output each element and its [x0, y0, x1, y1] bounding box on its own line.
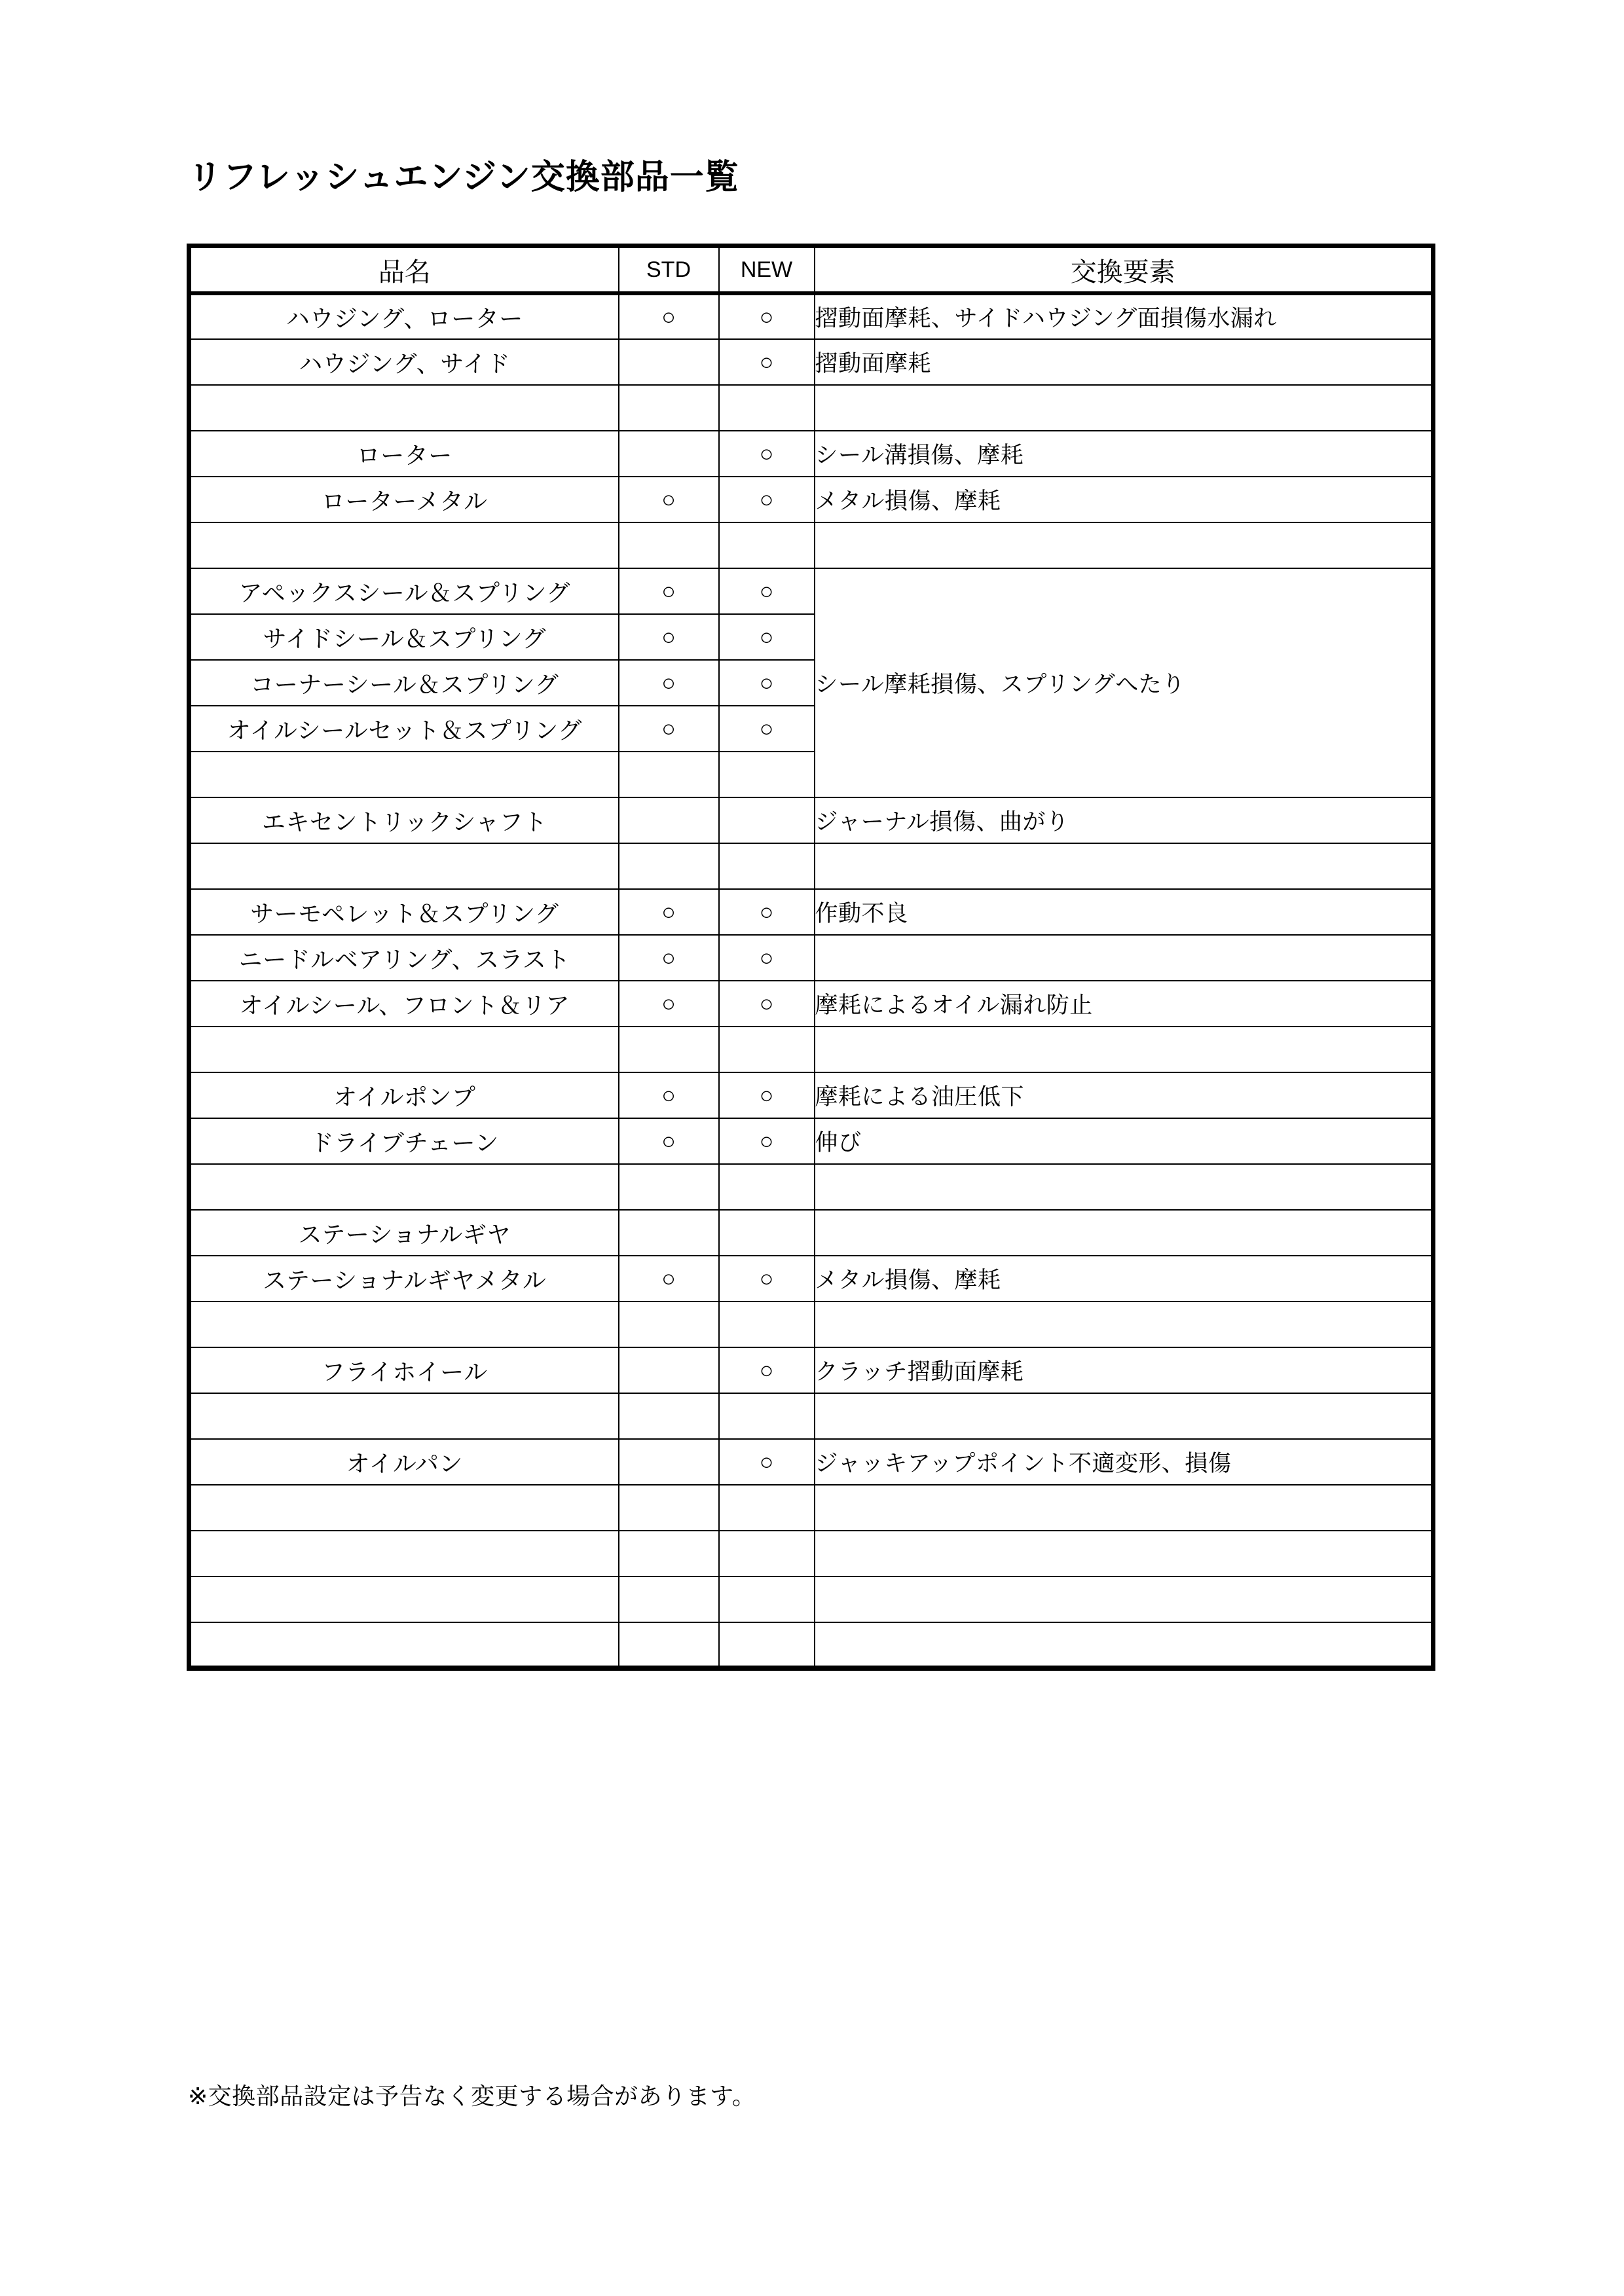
table-row: [189, 1622, 1433, 1668]
cell-part-name: ハウジング、サイド: [189, 339, 619, 385]
cell-std-mark: [619, 843, 719, 889]
cell-new-mark: [719, 385, 815, 431]
table-row: [189, 889, 1433, 935]
cell-new-mark: ○: [719, 339, 815, 385]
cell-new-mark: ○: [719, 614, 815, 660]
cell-new-mark: ○: [719, 660, 815, 706]
cell-new-mark: [719, 1576, 815, 1622]
replacement-parts-table: [187, 244, 1435, 1671]
table-row: [189, 385, 1433, 431]
cell-part-name: ニードルベアリング、スラスト: [189, 935, 619, 981]
cell-part-name: [189, 522, 619, 568]
table-row: [189, 1531, 1433, 1576]
table-row: [189, 1439, 1433, 1485]
table-body: [189, 293, 1433, 1668]
cell-element: 作動不良: [815, 889, 1433, 935]
cell-new-mark: [719, 1531, 815, 1576]
table-row: [189, 522, 1433, 568]
cell-element: [815, 935, 1433, 981]
cell-element: メタル損傷、摩耗: [815, 1256, 1433, 1302]
column-header-element: 交換要素: [815, 246, 1433, 294]
cell-std-mark: ○: [619, 1072, 719, 1118]
cell-std-mark: [619, 1347, 719, 1393]
cell-part-name: フライホイール: [189, 1347, 619, 1393]
cell-std-mark: [619, 1576, 719, 1622]
cell-new-mark: [719, 522, 815, 568]
cell-element: [815, 1027, 1433, 1072]
cell-new-mark: ○: [719, 1347, 815, 1393]
cell-std-mark: [619, 1027, 719, 1072]
cell-new-mark: ○: [719, 568, 815, 614]
table-row: [189, 1347, 1433, 1393]
cell-part-name: ステーショナルギヤ: [189, 1210, 619, 1256]
cell-new-mark: [719, 1164, 815, 1210]
table-row: [189, 1210, 1433, 1256]
cell-new-mark: [719, 1622, 815, 1668]
cell-element: シール溝損傷、摩耗: [815, 431, 1433, 477]
cell-part-name: [189, 1576, 619, 1622]
cell-std-mark: ○: [619, 477, 719, 522]
table-row: [189, 843, 1433, 889]
cell-part-name: ローター: [189, 431, 619, 477]
cell-std-mark: ○: [619, 660, 719, 706]
cell-std-mark: [619, 1210, 719, 1256]
cell-new-mark: [719, 1027, 815, 1072]
cell-element: [815, 1576, 1433, 1622]
cell-std-mark: [619, 1302, 719, 1347]
table-row: [189, 477, 1433, 522]
table-row: [189, 1072, 1433, 1118]
table-row: [189, 981, 1433, 1027]
table-row: [189, 431, 1433, 477]
table-row: [189, 1256, 1433, 1302]
cell-new-mark: [719, 1393, 815, 1439]
cell-std-mark: ○: [619, 706, 719, 752]
cell-std-mark: [619, 1164, 719, 1210]
cell-new-mark: ○: [719, 981, 815, 1027]
cell-part-name: サーモペレット＆スプリング: [189, 889, 619, 935]
cell-part-name: オイルシールセット＆スプリング: [189, 706, 619, 752]
cell-element: ジャッキアップポイント不適変形、損傷: [815, 1439, 1433, 1485]
cell-element: [815, 843, 1433, 889]
cell-std-mark: [619, 339, 719, 385]
table-row: [189, 1393, 1433, 1439]
table-header-row: [189, 246, 1433, 294]
cell-element: [815, 1210, 1433, 1256]
cell-element: [815, 1164, 1433, 1210]
cell-element: [815, 1485, 1433, 1531]
cell-part-name: コーナーシール＆スプリング: [189, 660, 619, 706]
cell-element-merged: シール摩耗損傷、スプリングへたり: [815, 568, 1433, 797]
cell-new-mark: ○: [719, 1439, 815, 1485]
cell-std-mark: ○: [619, 1118, 719, 1164]
cell-part-name: [189, 843, 619, 889]
cell-new-mark: ○: [719, 889, 815, 935]
cell-part-name: オイルシール、フロント＆リア: [189, 981, 619, 1027]
cell-part-name: [189, 1531, 619, 1576]
cell-element: [815, 1302, 1433, 1347]
page-title: リフレッシュエンジン交換部品一覧: [188, 158, 739, 196]
cell-std-mark: [619, 1439, 719, 1485]
cell-new-mark: ○: [719, 935, 815, 981]
cell-part-name: アペックスシール＆スプリング: [189, 568, 619, 614]
cell-std-mark: ○: [619, 935, 719, 981]
table-row: [189, 1118, 1433, 1164]
column-header-new: NEW: [719, 246, 815, 294]
cell-new-mark: ○: [719, 1072, 815, 1118]
cell-new-mark: ○: [719, 431, 815, 477]
table-row: [189, 339, 1433, 385]
table-row: [189, 568, 1433, 614]
cell-element: [815, 1622, 1433, 1668]
cell-std-mark: [619, 1622, 719, 1668]
table-row: [189, 1027, 1433, 1072]
table-row: [189, 935, 1433, 981]
cell-new-mark: ○: [719, 293, 815, 339]
cell-part-name: オイルパン: [189, 1439, 619, 1485]
cell-new-mark: [719, 752, 815, 797]
cell-element: [815, 522, 1433, 568]
cell-part-name: ドライブチェーン: [189, 1118, 619, 1164]
cell-element: メタル損傷、摩耗: [815, 477, 1433, 522]
cell-element: 伸び: [815, 1118, 1433, 1164]
cell-std-mark: [619, 1393, 719, 1439]
cell-std-mark: ○: [619, 981, 719, 1027]
column-header-std: STD: [619, 246, 719, 294]
cell-new-mark: ○: [719, 706, 815, 752]
cell-std-mark: ○: [619, 293, 719, 339]
cell-part-name: エキセントリックシャフト: [189, 797, 619, 843]
cell-part-name: [189, 1164, 619, 1210]
cell-std-mark: [619, 1485, 719, 1531]
cell-part-name: サイドシール＆スプリング: [189, 614, 619, 660]
table-row: [189, 1302, 1433, 1347]
cell-new-mark: [719, 1302, 815, 1347]
cell-new-mark: ○: [719, 1256, 815, 1302]
cell-part-name: [189, 1622, 619, 1668]
cell-std-mark: ○: [619, 889, 719, 935]
cell-part-name: [189, 385, 619, 431]
cell-part-name: [189, 1485, 619, 1531]
cell-part-name: [189, 1302, 619, 1347]
cell-part-name: [189, 1393, 619, 1439]
cell-std-mark: [619, 797, 719, 843]
cell-std-mark: [619, 522, 719, 568]
cell-std-mark: [619, 1531, 719, 1576]
column-header-name: 品名: [189, 246, 619, 294]
cell-std-mark: [619, 385, 719, 431]
cell-new-mark: ○: [719, 1118, 815, 1164]
cell-std-mark: [619, 431, 719, 477]
cell-element: 摺動面摩耗、サイドハウジング面損傷水漏れ: [815, 293, 1433, 339]
table-row: [189, 1485, 1433, 1531]
table-row: [189, 293, 1433, 339]
cell-new-mark: [719, 843, 815, 889]
table-row: [189, 797, 1433, 843]
cell-part-name: ローターメタル: [189, 477, 619, 522]
cell-element: 摩耗による油圧低下: [815, 1072, 1433, 1118]
cell-part-name: オイルポンプ: [189, 1072, 619, 1118]
cell-std-mark: [619, 752, 719, 797]
cell-part-name: [189, 752, 619, 797]
cell-new-mark: [719, 1210, 815, 1256]
cell-element: 摩耗によるオイル漏れ防止: [815, 981, 1433, 1027]
cell-part-name: [189, 1027, 619, 1072]
cell-element: クラッチ摺動面摩耗: [815, 1347, 1433, 1393]
cell-new-mark: [719, 797, 815, 843]
cell-element: [815, 1393, 1433, 1439]
cell-part-name: ステーショナルギヤメタル: [189, 1256, 619, 1302]
cell-std-mark: ○: [619, 614, 719, 660]
cell-new-mark: ○: [719, 477, 815, 522]
cell-element: ジャーナル損傷、曲がり: [815, 797, 1433, 843]
cell-element: [815, 1531, 1433, 1576]
table-header: [189, 246, 1433, 294]
cell-std-mark: ○: [619, 568, 719, 614]
footnote: ※交換部品設定は予告なく変更する場合があります。: [188, 2083, 756, 2109]
table-row: [189, 1164, 1433, 1210]
cell-part-name: ハウジング、ローター: [189, 293, 619, 339]
cell-std-mark: ○: [619, 1256, 719, 1302]
cell-element: 摺動面摩耗: [815, 339, 1433, 385]
cell-element: [815, 385, 1433, 431]
cell-new-mark: [719, 1485, 815, 1531]
table-row: [189, 1576, 1433, 1622]
